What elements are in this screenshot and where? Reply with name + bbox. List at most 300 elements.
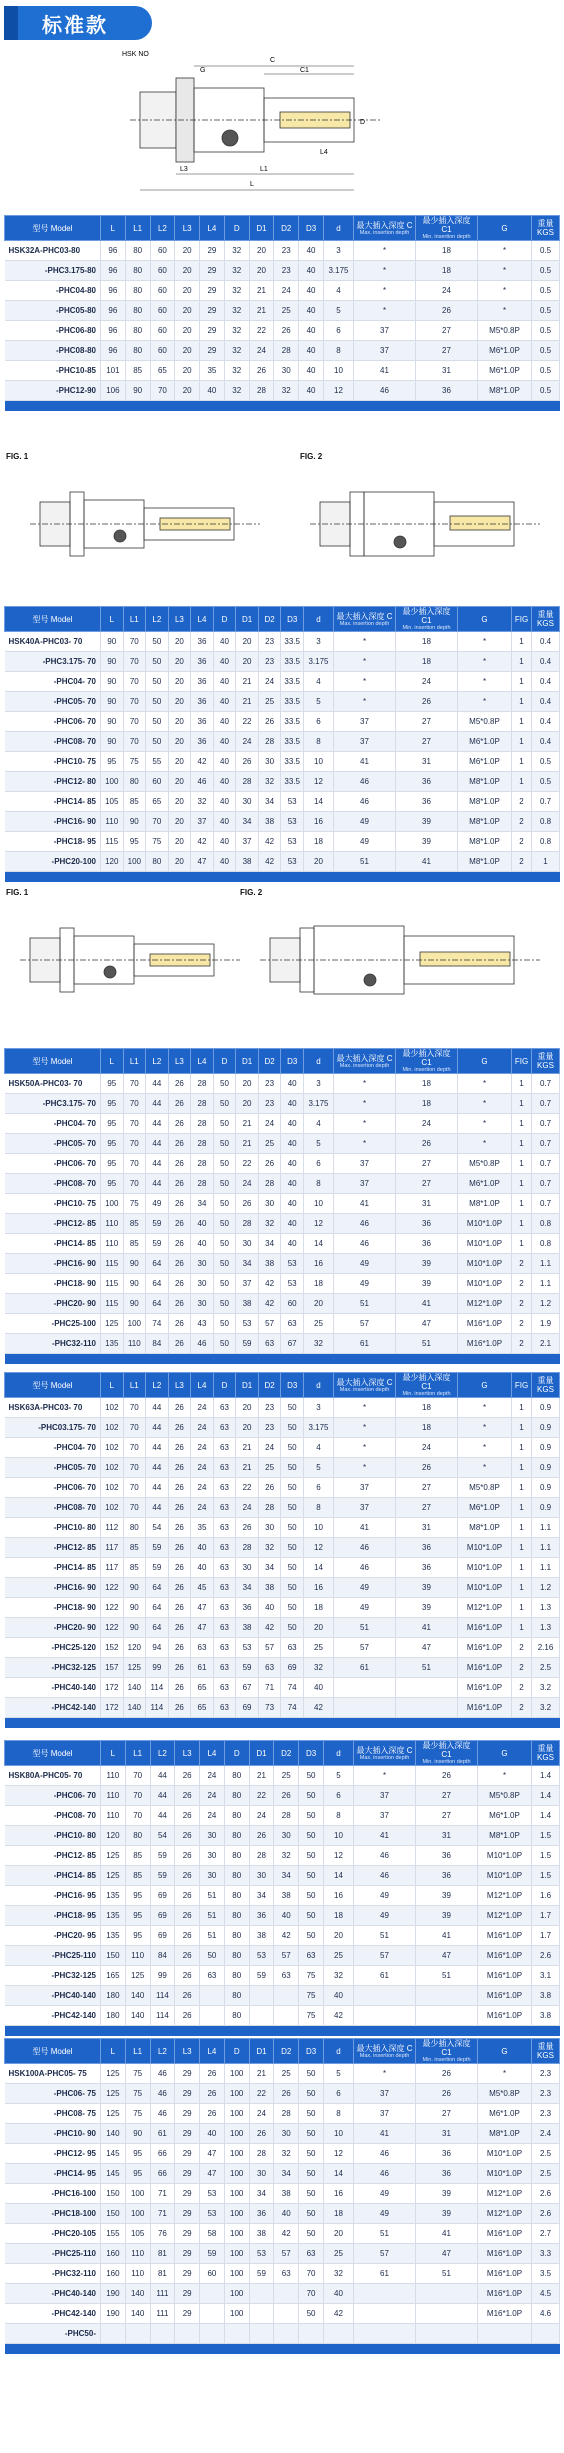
- label-l3: L3: [180, 166, 188, 173]
- table-header-row: [5, 1049, 560, 1074]
- value-cell: 99: [150, 1966, 175, 1986]
- value-cell: 34: [258, 1234, 281, 1254]
- value-cell: 12: [304, 772, 334, 792]
- value-cell: 26: [175, 1986, 200, 2006]
- value-cell: 59: [200, 2244, 225, 2264]
- value-cell: 110: [101, 1786, 126, 1806]
- model-cell: -PHC18- 90: [5, 1274, 101, 1294]
- value-cell: 50: [213, 1294, 236, 1314]
- value-cell: M16*1.0P: [458, 1314, 512, 1334]
- value-cell: 22: [236, 1478, 259, 1498]
- value-cell: 4.6: [532, 2304, 560, 2324]
- column-header: L: [101, 1373, 124, 1398]
- value-cell: 34: [236, 1578, 259, 1598]
- value-cell: 46: [334, 1234, 396, 1254]
- model-cell: -PHC32-110: [5, 1334, 101, 1354]
- value-cell: 26: [274, 1786, 299, 1806]
- value-cell: 24: [191, 1478, 214, 1498]
- value-cell: 44: [146, 1418, 169, 1438]
- column-header: 最少插入深度 C1 Min. insertion depth: [396, 1373, 458, 1398]
- value-cell: 80: [125, 321, 150, 341]
- value-cell: 63: [213, 1638, 236, 1658]
- value-cell: 23: [258, 632, 281, 652]
- value-cell: 1.6: [532, 1886, 560, 1906]
- value-cell: 41: [354, 1826, 416, 1846]
- column-header: L4: [200, 2039, 225, 2064]
- value-cell: 50: [299, 2144, 324, 2164]
- value-cell: 40: [324, 1986, 354, 2006]
- value-cell: 51: [200, 1886, 225, 1906]
- table-row: [5, 381, 560, 401]
- holder-drawing-svg-2: [20, 462, 550, 592]
- value-cell: 115: [101, 1274, 124, 1294]
- value-cell: 20: [168, 852, 191, 872]
- value-cell: 1: [512, 752, 532, 772]
- value-cell: 49: [334, 832, 396, 852]
- value-cell: 46: [354, 381, 416, 401]
- value-cell: 0.7: [532, 1074, 560, 1094]
- value-cell: 69: [150, 1906, 175, 1926]
- value-cell: 65: [150, 361, 175, 381]
- table-row: [5, 1234, 560, 1254]
- value-cell: 2.16: [532, 1638, 560, 1658]
- value-cell: *: [334, 1134, 396, 1154]
- value-cell: 32: [258, 1538, 281, 1558]
- value-cell: 70: [123, 1094, 146, 1114]
- model-cell: -PHC08- 70: [5, 732, 101, 752]
- value-cell: 58: [200, 2224, 225, 2244]
- value-cell: 2.3: [532, 2084, 560, 2104]
- value-cell: [200, 2324, 225, 2344]
- value-cell: 140: [125, 2304, 150, 2324]
- value-cell: 80: [224, 2006, 249, 2026]
- value-cell: 100: [224, 2284, 249, 2304]
- value-cell: 51: [200, 1906, 225, 1926]
- value-cell: *: [458, 1074, 512, 1094]
- value-cell: 23: [258, 1418, 281, 1438]
- value-cell: M8*1.0P: [478, 381, 532, 401]
- value-cell: 0.4: [532, 672, 560, 692]
- value-cell: 53: [200, 2204, 225, 2224]
- value-cell: 28: [236, 1538, 259, 1558]
- value-cell: 80: [146, 852, 169, 872]
- value-cell: 80: [125, 1826, 150, 1846]
- value-cell: 26: [168, 1458, 191, 1478]
- value-cell: 85: [123, 792, 146, 812]
- column-header: D1: [249, 2039, 274, 2064]
- value-cell: M6*1.0P: [478, 361, 532, 381]
- value-cell: 36: [416, 1866, 478, 1886]
- value-cell: 1: [512, 1174, 532, 1194]
- table-row: [5, 1558, 560, 1578]
- value-cell: 29: [200, 341, 225, 361]
- value-cell: M12*1.0P: [458, 1598, 512, 1618]
- value-cell: 41: [354, 2124, 416, 2144]
- column-header: d: [304, 1049, 334, 1074]
- value-cell: 40: [213, 732, 236, 752]
- model-cell: -PHC03.175- 70: [5, 1418, 101, 1438]
- value-cell: 64: [146, 1274, 169, 1294]
- value-cell: 42: [191, 752, 214, 772]
- value-cell: 102: [101, 1438, 124, 1458]
- table-row: [5, 1154, 560, 1174]
- value-cell: 37: [354, 1806, 416, 1826]
- value-cell: 27: [416, 321, 478, 341]
- value-cell: 0.7: [532, 792, 560, 812]
- value-cell: 70: [123, 1074, 146, 1094]
- value-cell: 46: [334, 792, 396, 812]
- value-cell: 30: [200, 1846, 225, 1866]
- value-cell: 14: [304, 792, 334, 812]
- value-cell: 84: [150, 1946, 175, 1966]
- value-cell: 51: [200, 1926, 225, 1946]
- value-cell: 100: [125, 2204, 150, 2224]
- column-header: L4: [191, 1373, 214, 1398]
- value-cell: 28: [191, 1154, 214, 1174]
- value-cell: 53: [236, 1638, 259, 1658]
- value-cell: 50: [281, 1418, 304, 1438]
- value-cell: 24: [249, 341, 274, 361]
- value-cell: 36: [396, 1234, 458, 1254]
- value-cell: M16*1.0P: [478, 2244, 532, 2264]
- value-cell: 1: [512, 1598, 532, 1618]
- value-cell: 12: [304, 1538, 334, 1558]
- value-cell: 60: [150, 261, 175, 281]
- value-cell: 21: [236, 1114, 259, 1134]
- value-cell: [249, 2284, 274, 2304]
- value-cell: 8: [324, 1806, 354, 1826]
- column-header: 最少插入深度 C1 Min. insertion depth: [396, 607, 458, 632]
- value-cell: 51: [416, 2264, 478, 2284]
- value-cell: 0.5: [532, 261, 560, 281]
- value-cell: *: [478, 2064, 532, 2084]
- value-cell: 96: [101, 341, 126, 361]
- value-cell: 27: [416, 1786, 478, 1806]
- value-cell: 26: [168, 1074, 191, 1094]
- table-row: [5, 1334, 560, 1354]
- value-cell: 50: [213, 1154, 236, 1174]
- value-cell: 102: [101, 1478, 124, 1498]
- value-cell: 26: [175, 1946, 200, 1966]
- value-cell: 24: [200, 1806, 225, 1826]
- value-cell: 36: [396, 772, 458, 792]
- value-cell: 1.7: [532, 1926, 560, 1946]
- value-cell: 36: [249, 2204, 274, 2224]
- value-cell: 59: [146, 1558, 169, 1578]
- value-cell: 29: [175, 2184, 200, 2204]
- table-row: [5, 2164, 560, 2184]
- value-cell: 63: [213, 1458, 236, 1478]
- value-cell: 45: [191, 1578, 214, 1598]
- value-cell: 100: [224, 2164, 249, 2184]
- value-cell: 16: [304, 1578, 334, 1598]
- column-header: 型号 Model: [5, 2039, 101, 2064]
- value-cell: 37: [354, 341, 416, 361]
- value-cell: 90: [101, 672, 124, 692]
- value-cell: 18: [396, 1418, 458, 1438]
- value-cell: 172: [101, 1678, 124, 1698]
- value-cell: 26: [168, 1678, 191, 1698]
- value-cell: 29: [175, 2244, 200, 2264]
- column-header: D: [213, 1373, 236, 1398]
- model-cell: -PHC10- 75: [5, 1194, 101, 1214]
- value-cell: 100: [224, 2304, 249, 2324]
- model-cell: -PHC42-140: [5, 2304, 101, 2324]
- value-cell: 101: [101, 361, 126, 381]
- value-cell: [334, 1678, 396, 1698]
- value-cell: 26: [168, 1314, 191, 1334]
- column-header: 型号 Model: [5, 216, 101, 241]
- value-cell: 140: [125, 2006, 150, 2026]
- drawing-hsk40: [20, 462, 550, 592]
- column-header: D3: [281, 1373, 304, 1398]
- value-cell: 1.1: [532, 1254, 560, 1274]
- value-cell: 30: [200, 1866, 225, 1886]
- value-cell: 20: [236, 652, 259, 672]
- column-header: L2: [150, 2039, 175, 2064]
- value-cell: 3.175: [304, 1094, 334, 1114]
- value-cell: [249, 2304, 274, 2324]
- value-cell: 125: [125, 1966, 150, 1986]
- value-cell: 150: [101, 1946, 126, 1966]
- value-cell: M8*1.0P: [458, 852, 512, 872]
- value-cell: 1.1: [532, 1274, 560, 1294]
- value-cell: 24: [236, 732, 259, 752]
- value-cell: 100: [101, 1194, 124, 1214]
- value-cell: *: [334, 1074, 396, 1094]
- value-cell: 26: [396, 1458, 458, 1478]
- value-cell: 59: [236, 1334, 259, 1354]
- value-cell: 102: [101, 1418, 124, 1438]
- value-cell: 46: [334, 772, 396, 792]
- value-cell: 125: [101, 1314, 124, 1334]
- model-cell: -PHC25-120: [5, 1638, 101, 1658]
- value-cell: 26: [416, 2084, 478, 2104]
- column-header: D1: [236, 1373, 259, 1398]
- value-cell: 24: [258, 1114, 281, 1134]
- value-cell: 63: [213, 1658, 236, 1678]
- value-cell: 31: [416, 1826, 478, 1846]
- value-cell: 50: [213, 1074, 236, 1094]
- value-cell: 33.5: [281, 752, 304, 772]
- value-cell: 24: [274, 281, 299, 301]
- value-cell: *: [354, 2064, 416, 2084]
- value-cell: 50: [281, 1498, 304, 1518]
- value-cell: 1: [512, 1214, 532, 1234]
- value-cell: 1: [512, 652, 532, 672]
- table-row: [5, 1074, 560, 1094]
- model-cell: -PHC40-140: [5, 1986, 101, 2006]
- value-cell: 26: [258, 712, 281, 732]
- value-cell: 54: [150, 1826, 175, 1846]
- value-cell: 8: [304, 732, 334, 752]
- value-cell: 80: [224, 1866, 249, 1886]
- value-cell: 135: [101, 1886, 126, 1906]
- value-cell: 40: [324, 2284, 354, 2304]
- value-cell: 30: [258, 1194, 281, 1214]
- value-cell: *: [354, 1766, 416, 1786]
- value-cell: 26: [396, 692, 458, 712]
- value-cell: 20: [168, 712, 191, 732]
- value-cell: M16*1.0P: [478, 1986, 532, 2006]
- value-cell: 26: [200, 2084, 225, 2104]
- value-cell: 74: [281, 1678, 304, 1698]
- value-cell: 50: [299, 2064, 324, 2084]
- column-header: d: [304, 1373, 334, 1398]
- value-cell: 57: [334, 1314, 396, 1334]
- value-cell: 95: [125, 1926, 150, 1946]
- table-row: [5, 2284, 560, 2304]
- value-cell: 26: [274, 2084, 299, 2104]
- value-cell: 51: [416, 1966, 478, 1986]
- value-cell: 81: [150, 2244, 175, 2264]
- value-cell: 63: [213, 1498, 236, 1518]
- value-cell: *: [458, 1438, 512, 1458]
- value-cell: 47: [396, 1314, 458, 1334]
- table-row: [5, 1174, 560, 1194]
- value-cell: 115: [101, 832, 124, 852]
- value-cell: 71: [150, 2204, 175, 2224]
- value-cell: M6*1.0P: [478, 2104, 532, 2124]
- value-cell: 30: [258, 1518, 281, 1538]
- value-cell: 32: [274, 2144, 299, 2164]
- column-header: L4: [200, 216, 225, 241]
- value-cell: 50: [213, 1254, 236, 1274]
- value-cell: 44: [146, 1398, 169, 1418]
- value-cell: 4: [324, 281, 354, 301]
- value-cell: *: [478, 241, 532, 261]
- value-cell: 25: [274, 301, 299, 321]
- table-row: [5, 692, 560, 712]
- value-cell: 20: [168, 752, 191, 772]
- value-cell: 2: [512, 852, 532, 872]
- value-cell: 28: [236, 772, 259, 792]
- value-cell: 38: [274, 1886, 299, 1906]
- value-cell: 8: [304, 1174, 334, 1194]
- value-cell: 160: [101, 2244, 126, 2264]
- spec-table-hsk32: [4, 215, 560, 411]
- table-row: [5, 341, 560, 361]
- value-cell: 110: [101, 1214, 124, 1234]
- value-cell: 21: [249, 2064, 274, 2084]
- value-cell: 16: [324, 1886, 354, 1906]
- value-cell: 63: [200, 1966, 225, 1986]
- model-cell: -PHC10- 90: [5, 2124, 101, 2144]
- value-cell: 27: [396, 1498, 458, 1518]
- value-cell: 80: [123, 1518, 146, 1538]
- value-cell: 18: [396, 632, 458, 652]
- value-cell: 75: [123, 1194, 146, 1214]
- value-cell: 100: [224, 2184, 249, 2204]
- value-cell: [396, 1698, 458, 1718]
- value-cell: [200, 1986, 225, 2006]
- value-cell: 3: [304, 1398, 334, 1418]
- value-cell: 0.9: [532, 1398, 560, 1418]
- value-cell: 57: [258, 1314, 281, 1334]
- value-cell: 32: [224, 281, 249, 301]
- table-row: [5, 1274, 560, 1294]
- model-cell: -PHC10- 75: [5, 752, 101, 772]
- table-row: [5, 1846, 560, 1866]
- value-cell: *: [334, 632, 396, 652]
- value-cell: 53: [281, 1254, 304, 1274]
- model-cell: -PHC04- 70: [5, 1438, 101, 1458]
- column-header: D: [213, 607, 236, 632]
- value-cell: 26: [274, 321, 299, 341]
- value-cell: 33.5: [281, 672, 304, 692]
- value-cell: 51: [396, 1658, 458, 1678]
- value-cell: 145: [101, 2164, 126, 2184]
- value-cell: 1: [512, 732, 532, 752]
- value-cell: 24: [258, 672, 281, 692]
- model-cell: -PHC06- 70: [5, 1478, 101, 1498]
- column-header: L1: [123, 607, 146, 632]
- value-cell: 140: [125, 1986, 150, 2006]
- value-cell: 90: [101, 652, 124, 672]
- value-cell: 29: [200, 301, 225, 321]
- value-cell: 51: [396, 1334, 458, 1354]
- value-cell: 27: [396, 1174, 458, 1194]
- value-cell: 21: [249, 281, 274, 301]
- value-cell: 20: [236, 1398, 259, 1418]
- value-cell: 40: [191, 1234, 214, 1254]
- value-cell: 0.7: [532, 1094, 560, 1114]
- value-cell: 22: [236, 1154, 259, 1174]
- value-cell: 40: [299, 321, 324, 341]
- value-cell: *: [334, 1094, 396, 1114]
- value-cell: 1: [512, 1518, 532, 1538]
- value-cell: 41: [416, 2224, 478, 2244]
- value-cell: 112: [101, 1518, 124, 1538]
- value-cell: 70: [123, 1134, 146, 1154]
- value-cell: 29: [175, 2304, 200, 2324]
- value-cell: 70: [123, 672, 146, 692]
- value-cell: 60: [150, 281, 175, 301]
- column-header: D1: [236, 1049, 259, 1074]
- value-cell: 2.5: [532, 2144, 560, 2164]
- value-cell: 50: [213, 1094, 236, 1114]
- value-cell: 26: [200, 2064, 225, 2084]
- value-cell: 0.4: [532, 712, 560, 732]
- value-cell: 10: [324, 1826, 354, 1846]
- value-cell: 100: [224, 2064, 249, 2084]
- value-cell: 26: [168, 1134, 191, 1154]
- value-cell: 1: [532, 852, 560, 872]
- value-cell: 24: [249, 1806, 274, 1826]
- value-cell: 40: [213, 632, 236, 652]
- value-cell: 69: [150, 1926, 175, 1946]
- value-cell: 26: [236, 1194, 259, 1214]
- value-cell: [396, 1678, 458, 1698]
- value-cell: [354, 2324, 416, 2344]
- table-row: [5, 1926, 560, 1946]
- value-cell: 34: [249, 1886, 274, 1906]
- value-cell: 125: [101, 2084, 126, 2104]
- value-cell: 32: [274, 381, 299, 401]
- value-cell: 26: [168, 1438, 191, 1458]
- value-cell: 3: [304, 632, 334, 652]
- value-cell: 36: [191, 732, 214, 752]
- value-cell: 0.8: [532, 1234, 560, 1254]
- value-cell: 50: [213, 1194, 236, 1214]
- label-l4: L4: [320, 149, 328, 156]
- value-cell: 42: [324, 2006, 354, 2026]
- value-cell: 25: [304, 1638, 334, 1658]
- value-cell: 2: [512, 1698, 532, 1718]
- value-cell: 1.9: [532, 1314, 560, 1334]
- column-header: G: [478, 1741, 532, 1766]
- value-cell: 95: [125, 1906, 150, 1926]
